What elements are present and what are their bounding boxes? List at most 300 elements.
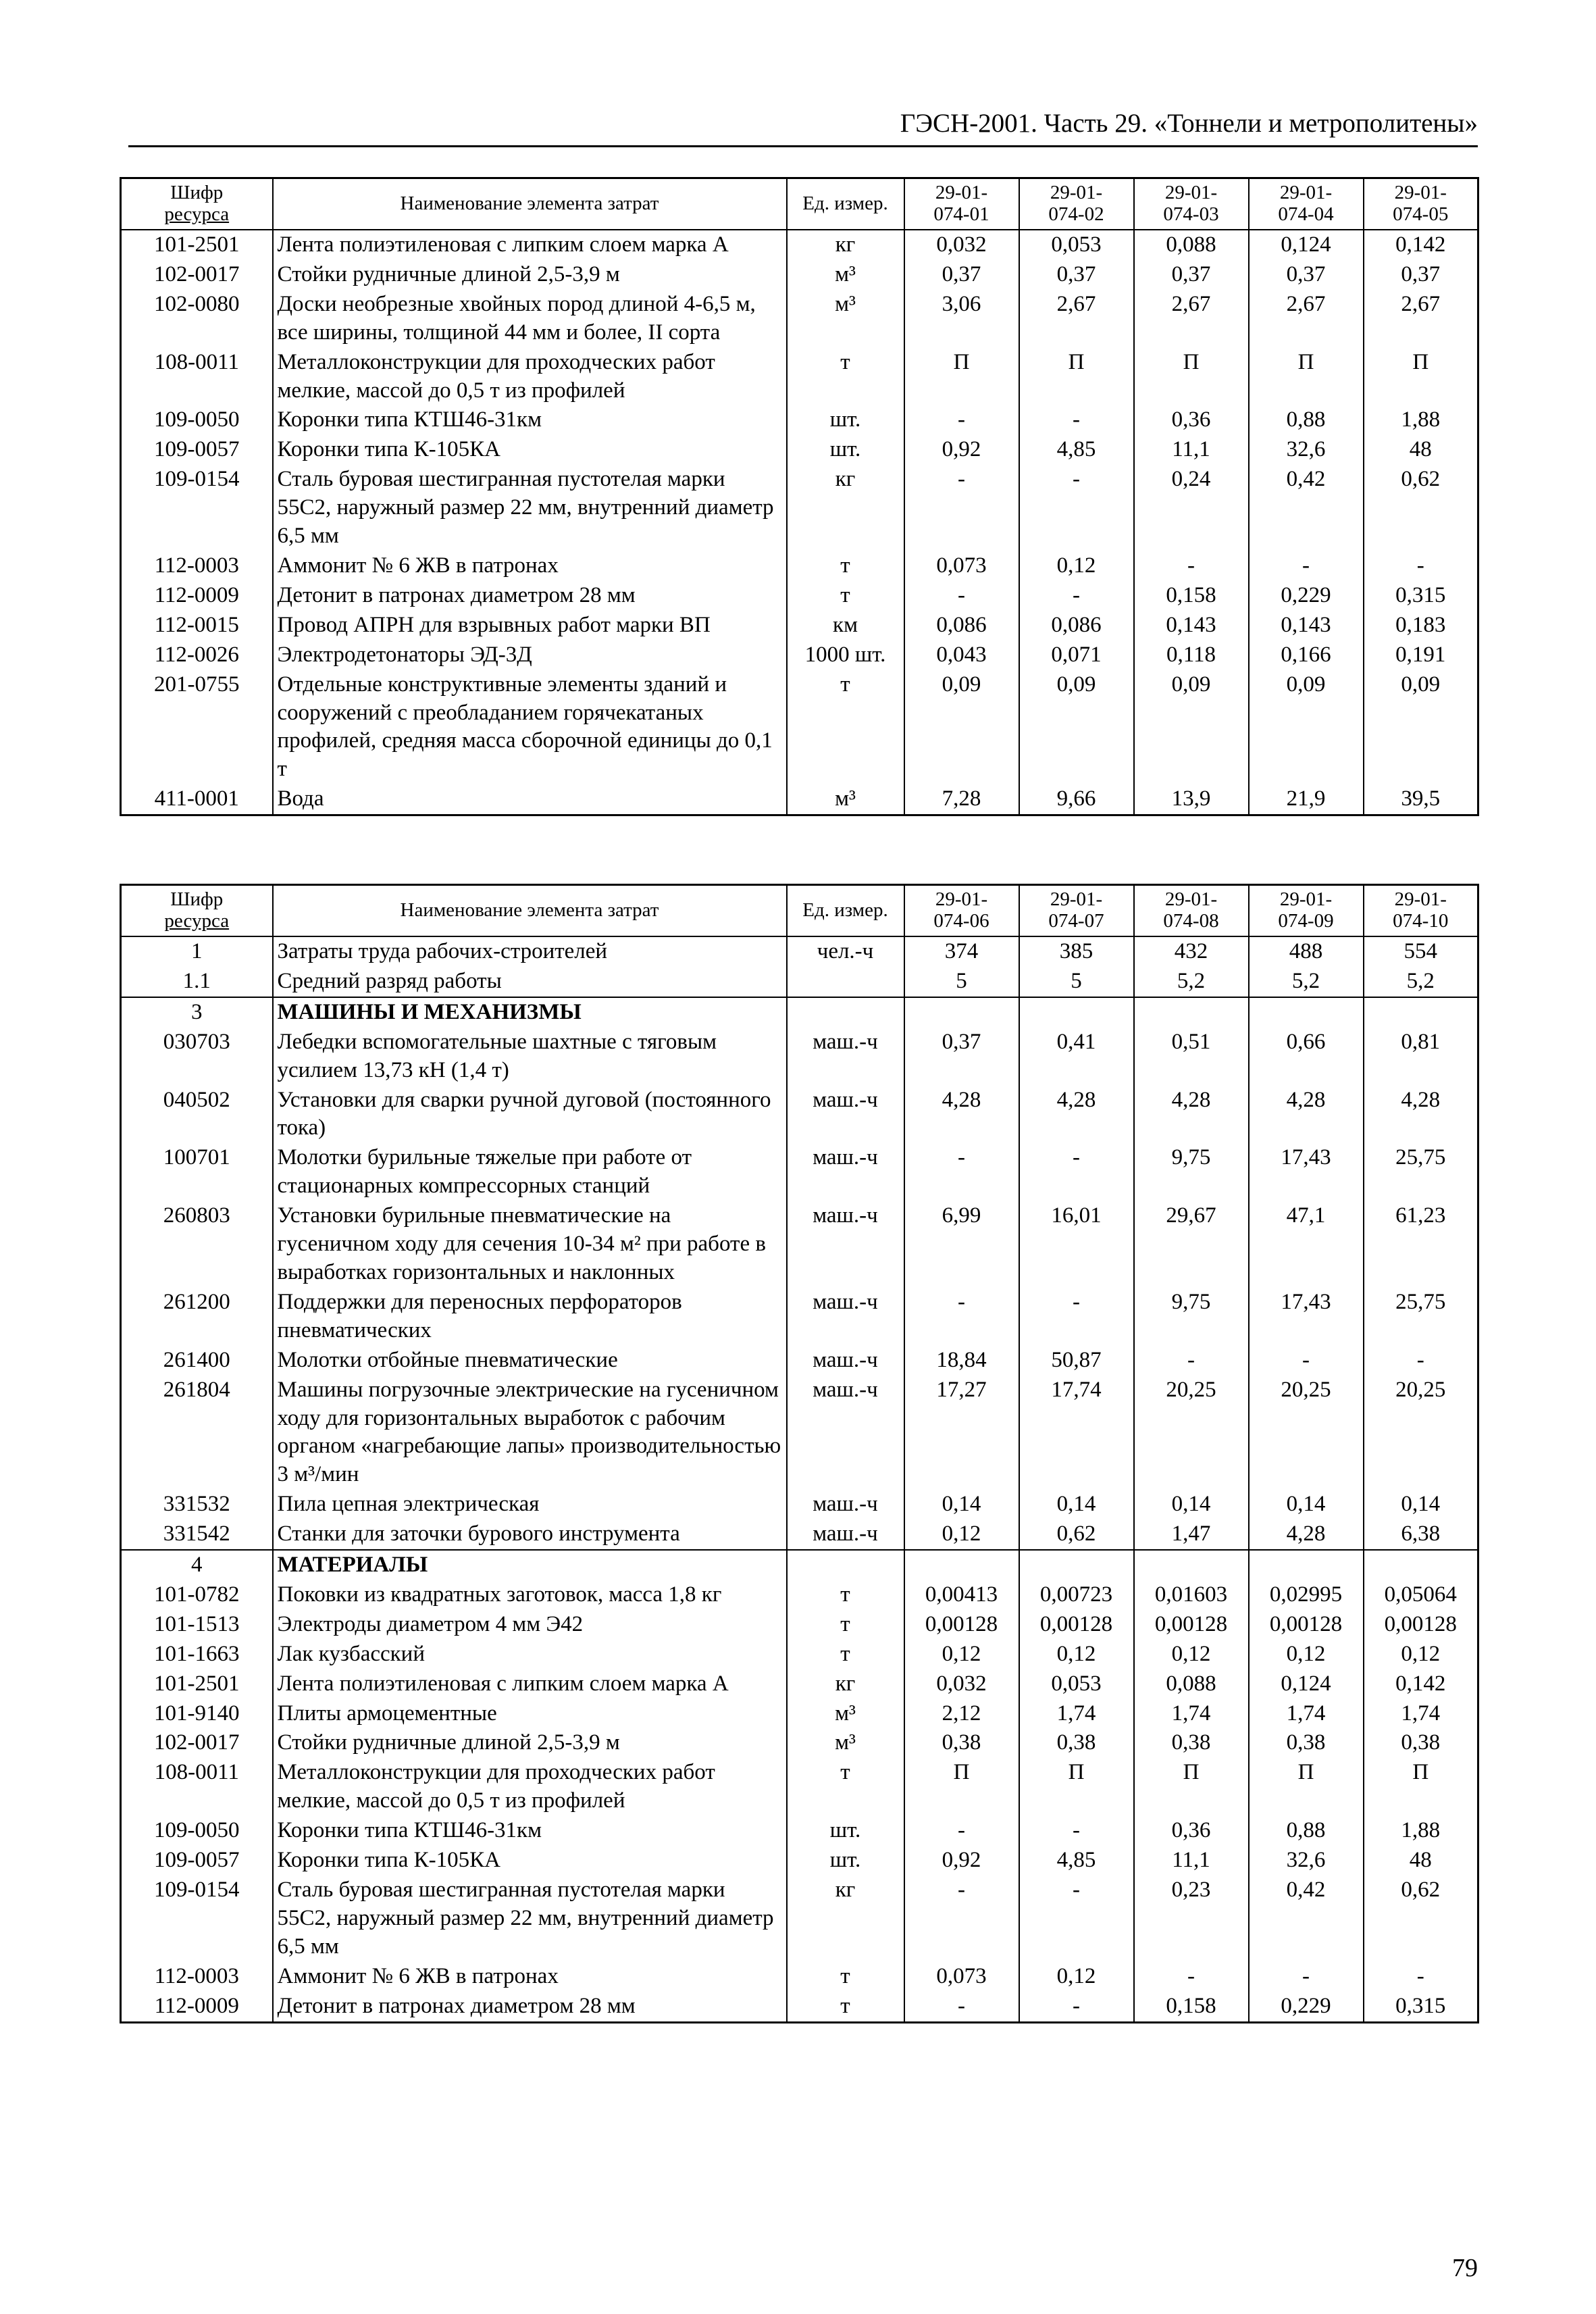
value-cell: 4,28 xyxy=(1134,1086,1249,1144)
value-cell: 0,62 xyxy=(1364,465,1478,551)
value-cell: 18,84 xyxy=(904,1346,1019,1376)
value-cell: 0,088 xyxy=(1134,1669,1249,1699)
resource-unit: т xyxy=(787,581,904,611)
resource-unit: т xyxy=(787,1640,904,1669)
header-unit: Ед. измер. xyxy=(787,178,904,230)
resource-code: 1 xyxy=(121,936,273,967)
value-cell xyxy=(1364,997,1478,1028)
resource-table-1 xyxy=(120,177,1479,816)
value-cell: 0,36 xyxy=(1134,405,1249,435)
value-cell: - xyxy=(1019,465,1134,551)
value-cell: 39,5 xyxy=(1364,784,1478,815)
header-col-5: 29-01- 074-10 xyxy=(1364,885,1478,937)
value-cell: 0,62 xyxy=(1019,1519,1134,1550)
resource-unit: маш.-ч xyxy=(787,1201,904,1288)
table-row xyxy=(121,640,1478,670)
value-cell: - xyxy=(1134,1346,1249,1376)
resource-name: Молотки бурильные тяжелые при работе от стационарных компрессорных станций xyxy=(273,1143,787,1201)
value-cell xyxy=(1249,997,1364,1028)
table-row xyxy=(121,1376,1478,1490)
value-cell: - xyxy=(1134,551,1249,581)
value-cell: 5,2 xyxy=(1364,967,1478,997)
resource-code: 331542 xyxy=(121,1519,273,1550)
value-cell: 0,142 xyxy=(1364,230,1478,260)
value-cell: 0,38 xyxy=(1249,1728,1364,1758)
value-cell: - xyxy=(1249,551,1364,581)
table-row xyxy=(121,967,1478,997)
table-row xyxy=(121,611,1478,640)
resource-code: 112-0009 xyxy=(121,1992,273,2022)
resource-name: МАШИНЫ И МЕХАНИЗМЫ xyxy=(273,997,787,1028)
value-cell: 0,92 xyxy=(904,435,1019,465)
value-cell: 0,12 xyxy=(904,1640,1019,1669)
resource-code: 030703 xyxy=(121,1028,273,1086)
value-cell: 0,37 xyxy=(904,260,1019,290)
resource-name: Коронки типа К-105КА xyxy=(273,1846,787,1876)
value-cell: 5,2 xyxy=(1249,967,1364,997)
value-cell: 21,9 xyxy=(1249,784,1364,815)
resource-code: 1.1 xyxy=(121,967,273,997)
resource-unit: маш.-ч xyxy=(787,1376,904,1490)
header-col-4: 29-01- 074-09 xyxy=(1249,885,1364,937)
value-cell: 0,12 xyxy=(1364,1640,1478,1669)
value-cell: 0,09 xyxy=(1019,670,1134,785)
value-cell: 0,073 xyxy=(904,1962,1019,1992)
resource-name: Металлоконструкции для проходческих работ мелкие, массой до 0,5 т из профилей xyxy=(273,1758,787,1816)
resource-name: МАТЕРИАЛЫ xyxy=(273,1550,787,1580)
value-cell: 50,87 xyxy=(1019,1346,1134,1376)
value-cell: 0,142 xyxy=(1364,1669,1478,1699)
resource-name: Лебедки вспомогательные шахтные с тяговым усилием 13,73 кН (1,4 т) xyxy=(273,1028,787,1086)
table-row xyxy=(121,1846,1478,1876)
table-row xyxy=(121,1669,1478,1699)
value-cell: 0,14 xyxy=(1364,1490,1478,1519)
value-cell: - xyxy=(1019,1288,1134,1346)
value-cell: 0,158 xyxy=(1134,1992,1249,2022)
value-cell: 2,67 xyxy=(1019,290,1134,348)
resource-name: Стойки рудничные длиной 2,5-3,9 м xyxy=(273,1728,787,1758)
header-col-4: 29-01- 074-04 xyxy=(1249,178,1364,230)
resource-name: Коронки типа КТШ46-31км xyxy=(273,1816,787,1846)
value-cell: П xyxy=(1019,348,1134,406)
value-cell: 2,12 xyxy=(904,1699,1019,1729)
header-name: Наименование элемента затрат xyxy=(273,178,787,230)
resource-name: Коронки типа КТШ46-31км xyxy=(273,405,787,435)
value-cell: 0,24 xyxy=(1134,465,1249,551)
table-header-row xyxy=(121,885,1478,937)
value-cell: 0,42 xyxy=(1249,1876,1364,1962)
value-cell: 0,36 xyxy=(1134,1816,1249,1846)
header-col-3: 29-01- 074-08 xyxy=(1134,885,1249,937)
value-cell: 0,00128 xyxy=(1249,1610,1364,1640)
resource-code: 109-0050 xyxy=(121,1816,273,1846)
resource-unit: м³ xyxy=(787,1728,904,1758)
resource-code: 101-0782 xyxy=(121,1580,273,1610)
value-cell: 0,043 xyxy=(904,640,1019,670)
resource-unit: т xyxy=(787,1758,904,1816)
resource-name: Коронки типа К-105КА xyxy=(273,435,787,465)
resource-code: 040502 xyxy=(121,1086,273,1144)
page-number: 79 xyxy=(1452,2254,1478,2282)
value-cell: 0,01603 xyxy=(1134,1580,1249,1610)
resource-code: 261400 xyxy=(121,1346,273,1376)
resource-name: Средний разряд работы xyxy=(273,967,787,997)
resource-unit: м³ xyxy=(787,784,904,815)
resource-table-2 xyxy=(120,884,1479,2023)
value-cell: - xyxy=(1364,1346,1478,1376)
value-cell: П xyxy=(1134,1758,1249,1816)
header-code: Шифр ресурса xyxy=(121,178,273,230)
resource-name: Сталь буровая шестигранная пустотелая марки 55С2, наружный размер 22 мм, внутренний диаметр 6,5 мм xyxy=(273,1876,787,1962)
value-cell: 4,28 xyxy=(1019,1086,1134,1144)
resource-code: 112-0003 xyxy=(121,551,273,581)
table-row xyxy=(121,1519,1478,1550)
value-cell: 11,1 xyxy=(1134,435,1249,465)
resource-name: Вода xyxy=(273,784,787,815)
resource-code: 102-0017 xyxy=(121,260,273,290)
value-cell: 1,88 xyxy=(1364,405,1478,435)
section-row xyxy=(121,997,1478,1028)
value-cell: П xyxy=(1249,348,1364,406)
table-row xyxy=(121,784,1478,815)
table-header-row xyxy=(121,178,1478,230)
table-row xyxy=(121,1610,1478,1640)
value-cell: 20,25 xyxy=(1249,1376,1364,1490)
value-cell: - xyxy=(904,581,1019,611)
resource-name: Лак кузбасский xyxy=(273,1640,787,1669)
value-cell: 0,191 xyxy=(1364,640,1478,670)
header-code: Шифр ресурса xyxy=(121,885,273,937)
value-cell: 9,75 xyxy=(1134,1143,1249,1201)
resource-unit: т xyxy=(787,1610,904,1640)
table-row xyxy=(121,1876,1478,1962)
value-cell: 0,23 xyxy=(1134,1876,1249,1962)
value-cell: 0,12 xyxy=(1019,551,1134,581)
resource-name: Установки бурильные пневматические на гусеничном ходу для сечения 10-34 м² при работе в выработках горизонтальных и наклонных xyxy=(273,1201,787,1288)
table-row xyxy=(121,435,1478,465)
resource-name: Детонит в патронах диаметром 28 мм xyxy=(273,1992,787,2022)
resource-code: 260803 xyxy=(121,1201,273,1288)
value-cell: 29,67 xyxy=(1134,1201,1249,1288)
resource-name: Пила цепная электрическая xyxy=(273,1490,787,1519)
value-cell: 1,74 xyxy=(1134,1699,1249,1729)
resource-name: Затраты труда рабочих-строителей xyxy=(273,936,787,967)
resource-unit: маш.-ч xyxy=(787,1346,904,1376)
resource-name: Электродетонаторы ЭД-3Д xyxy=(273,640,787,670)
value-cell: 0,315 xyxy=(1364,581,1478,611)
value-cell: 0,053 xyxy=(1019,1669,1134,1699)
value-cell: 2,67 xyxy=(1364,290,1478,348)
resource-name: Стойки рудничные длиной 2,5-3,9 м xyxy=(273,260,787,290)
resource-name: Поддержки для переносных перфораторов пневматических xyxy=(273,1288,787,1346)
value-cell: 0,62 xyxy=(1364,1876,1478,1962)
resource-unit: кг xyxy=(787,465,904,551)
resource-code: 3 xyxy=(121,997,273,1028)
value-cell: 0,14 xyxy=(1249,1490,1364,1519)
value-cell: - xyxy=(1364,1962,1478,1992)
table-row xyxy=(121,1143,1478,1201)
value-cell: 0,12 xyxy=(904,1519,1019,1550)
table-row xyxy=(121,1490,1478,1519)
value-cell: 4,28 xyxy=(904,1086,1019,1144)
resource-code: 112-0026 xyxy=(121,640,273,670)
value-cell: 0,00128 xyxy=(1019,1610,1134,1640)
table-row xyxy=(121,670,1478,785)
value-cell: 0,183 xyxy=(1364,611,1478,640)
resource-code: 109-0057 xyxy=(121,1846,273,1876)
resource-code: 112-0003 xyxy=(121,1962,273,1992)
value-cell: 0,166 xyxy=(1249,640,1364,670)
value-cell: 0,229 xyxy=(1249,1992,1364,2022)
value-cell xyxy=(1364,1550,1478,1580)
value-cell: - xyxy=(1019,1816,1134,1846)
resource-name: Плиты армоцементные xyxy=(273,1699,787,1729)
resource-name: Отдельные конструктивные элементы зданий и сооружений с преобладанием горячекатаных профилей, средняя масса сборочной единицы до 0,1 т xyxy=(273,670,787,785)
header-unit: Ед. измер. xyxy=(787,885,904,937)
value-cell: 3,06 xyxy=(904,290,1019,348)
resource-unit: шт. xyxy=(787,1846,904,1876)
resource-unit: шт. xyxy=(787,405,904,435)
value-cell: 0,315 xyxy=(1364,1992,1478,2022)
table-row xyxy=(121,1640,1478,1669)
value-cell: - xyxy=(904,1143,1019,1201)
value-cell: - xyxy=(904,1992,1019,2022)
value-cell: 0,66 xyxy=(1249,1028,1364,1086)
value-cell: 5,2 xyxy=(1134,967,1249,997)
value-cell: 1,47 xyxy=(1134,1519,1249,1550)
value-cell: 0,81 xyxy=(1364,1028,1478,1086)
resource-name: Молотки отбойные пневматические xyxy=(273,1346,787,1376)
value-cell: - xyxy=(1249,1962,1364,1992)
value-cell: 1,74 xyxy=(1249,1699,1364,1729)
value-cell: 0,05064 xyxy=(1364,1580,1478,1610)
table-row xyxy=(121,581,1478,611)
resource-unit: чел.-ч xyxy=(787,936,904,967)
table-row xyxy=(121,1758,1478,1816)
value-cell: 0,12 xyxy=(1019,1640,1134,1669)
value-cell: 0,09 xyxy=(1134,670,1249,785)
value-cell: 0,37 xyxy=(1019,260,1134,290)
value-cell: 2,67 xyxy=(1249,290,1364,348)
resource-code: 102-0017 xyxy=(121,1728,273,1758)
resource-unit: кг xyxy=(787,1669,904,1699)
resource-code: 109-0057 xyxy=(121,435,273,465)
value-cell: - xyxy=(1249,1346,1364,1376)
value-cell: П xyxy=(1364,1758,1478,1816)
table-body-2 xyxy=(121,936,1478,2022)
value-cell: 16,01 xyxy=(1019,1201,1134,1288)
value-cell: 488 xyxy=(1249,936,1364,967)
resource-name: Машины погрузочные электрические на гусеничном ходу для горизонтальных выработок с рабочим органом «нагребающие лапы» производительностью 3 м³/мин xyxy=(273,1376,787,1490)
value-cell: 0,88 xyxy=(1249,405,1364,435)
value-cell: 9,66 xyxy=(1019,784,1134,815)
value-cell: П xyxy=(1249,1758,1364,1816)
value-cell: 11,1 xyxy=(1134,1846,1249,1876)
value-cell xyxy=(1134,997,1249,1028)
value-cell: 0,12 xyxy=(1134,1640,1249,1669)
value-cell xyxy=(1249,1550,1364,1580)
value-cell: 0,88 xyxy=(1249,1816,1364,1846)
value-cell xyxy=(1019,1550,1134,1580)
value-cell: 5 xyxy=(1019,967,1134,997)
value-cell: 0,92 xyxy=(904,1846,1019,1876)
value-cell: П xyxy=(1134,348,1249,406)
resource-unit: кг xyxy=(787,230,904,260)
resource-code: 100701 xyxy=(121,1143,273,1201)
table-row xyxy=(121,551,1478,581)
value-cell: 4,28 xyxy=(1249,1086,1364,1144)
resource-unit: т xyxy=(787,1962,904,1992)
resource-unit: маш.-ч xyxy=(787,1490,904,1519)
value-cell: 61,23 xyxy=(1364,1201,1478,1288)
resource-unit: маш.-ч xyxy=(787,1028,904,1086)
value-cell: П xyxy=(1019,1758,1134,1816)
value-cell: - xyxy=(1019,581,1134,611)
table-body-1 xyxy=(121,230,1478,815)
table-row xyxy=(121,1028,1478,1086)
resource-code: 109-0050 xyxy=(121,405,273,435)
value-cell: - xyxy=(904,1816,1019,1846)
resource-unit: шт. xyxy=(787,435,904,465)
resource-unit: маш.-ч xyxy=(787,1086,904,1144)
resource-unit: м³ xyxy=(787,1699,904,1729)
value-cell: 0,00723 xyxy=(1019,1580,1134,1610)
table-row xyxy=(121,1086,1478,1144)
value-cell: 6,99 xyxy=(904,1201,1019,1288)
value-cell: 374 xyxy=(904,936,1019,967)
value-cell: 0,09 xyxy=(1249,670,1364,785)
value-cell: 4,28 xyxy=(1364,1086,1478,1144)
resource-code: 411-0001 xyxy=(121,784,273,815)
value-cell: - xyxy=(1019,1143,1134,1201)
resource-code: 102-0080 xyxy=(121,290,273,348)
table-row xyxy=(121,1816,1478,1846)
resource-unit: т xyxy=(787,670,904,785)
value-cell: 0,158 xyxy=(1134,581,1249,611)
value-cell: 32,6 xyxy=(1249,435,1364,465)
resource-code: 109-0154 xyxy=(121,1876,273,1962)
resource-unit: т xyxy=(787,348,904,406)
value-cell: 0,086 xyxy=(904,611,1019,640)
resource-code: 4 xyxy=(121,1550,273,1580)
value-cell: 0,41 xyxy=(1019,1028,1134,1086)
resource-code: 112-0009 xyxy=(121,581,273,611)
table-row xyxy=(121,1580,1478,1610)
resource-name: Поковки из квадратных заготовок, масса 1,8 кг xyxy=(273,1580,787,1610)
value-cell: 6,38 xyxy=(1364,1519,1478,1550)
value-cell: 0,37 xyxy=(1134,260,1249,290)
resource-name: Доски необрезные хвойных пород длиной 4-6,5 м, все ширины, толщиной 44 мм и более, II сорта xyxy=(273,290,787,348)
resource-name: Сталь буровая шестигранная пустотелая марки 55С2, наружный размер 22 мм, внутренний диаметр 6,5 мм xyxy=(273,465,787,551)
value-cell: 4,85 xyxy=(1019,435,1134,465)
resource-unit: кг xyxy=(787,1876,904,1962)
resource-unit: м³ xyxy=(787,260,904,290)
header-col-2: 29-01- 074-07 xyxy=(1019,885,1134,937)
value-cell: 47,1 xyxy=(1249,1201,1364,1288)
value-cell: 0,38 xyxy=(1364,1728,1478,1758)
value-cell: 0,071 xyxy=(1019,640,1134,670)
resource-unit: 1000 шт. xyxy=(787,640,904,670)
value-cell: 0,09 xyxy=(904,670,1019,785)
value-cell: 0,38 xyxy=(1019,1728,1134,1758)
value-cell: 0,12 xyxy=(1249,1640,1364,1669)
value-cell: 0,12 xyxy=(1019,1962,1134,1992)
value-cell: 4,85 xyxy=(1019,1846,1134,1876)
resource-unit: км xyxy=(787,611,904,640)
table-row xyxy=(121,1346,1478,1376)
value-cell: 0,032 xyxy=(904,1669,1019,1699)
value-cell: 0,14 xyxy=(904,1490,1019,1519)
value-cell: 25,75 xyxy=(1364,1143,1478,1201)
value-cell: 20,25 xyxy=(1134,1376,1249,1490)
value-cell: 7,28 xyxy=(904,784,1019,815)
resource-name: Электроды диаметром 4 мм Э42 xyxy=(273,1610,787,1640)
table-row xyxy=(121,348,1478,406)
value-cell: П xyxy=(904,1758,1019,1816)
value-cell: - xyxy=(1134,1962,1249,1992)
value-cell: 0,124 xyxy=(1249,230,1364,260)
value-cell: 0,032 xyxy=(904,230,1019,260)
value-cell: - xyxy=(1019,1992,1134,2022)
table-row xyxy=(121,1699,1478,1729)
value-cell: 1,88 xyxy=(1364,1816,1478,1846)
resource-unit: маш.-ч xyxy=(787,1519,904,1550)
value-cell: 554 xyxy=(1364,936,1478,967)
value-cell: 385 xyxy=(1019,936,1134,967)
resource-name: Лента полиэтиленовая с липким слоем марка А xyxy=(273,230,787,260)
resource-name: Станки для заточки бурового инструмента xyxy=(273,1519,787,1550)
header-col-1: 29-01- 074-01 xyxy=(904,178,1019,230)
value-cell: 4,28 xyxy=(1249,1519,1364,1550)
value-cell: 1,74 xyxy=(1364,1699,1478,1729)
value-cell: 9,75 xyxy=(1134,1288,1249,1346)
resource-code: 101-2501 xyxy=(121,1669,273,1699)
value-cell: 0,143 xyxy=(1249,611,1364,640)
value-cell: 0,00413 xyxy=(904,1580,1019,1610)
header-col-1: 29-01- 074-06 xyxy=(904,885,1019,937)
header-col-2: 29-01- 074-02 xyxy=(1019,178,1134,230)
resource-name: Аммонит № 6 ЖВ в патронах xyxy=(273,1962,787,1992)
value-cell: 20,25 xyxy=(1364,1376,1478,1490)
value-cell: 0,42 xyxy=(1249,465,1364,551)
value-cell: 0,229 xyxy=(1249,581,1364,611)
header-col-3: 29-01- 074-03 xyxy=(1134,178,1249,230)
table-row xyxy=(121,1201,1478,1288)
resource-code: 108-0011 xyxy=(121,348,273,406)
resource-unit xyxy=(787,1550,904,1580)
value-cell xyxy=(904,997,1019,1028)
resource-code: 201-0755 xyxy=(121,670,273,785)
table-row xyxy=(121,260,1478,290)
value-cell: 0,073 xyxy=(904,551,1019,581)
value-cell: - xyxy=(904,1288,1019,1346)
table-row xyxy=(121,1992,1478,2022)
resource-code: 101-9140 xyxy=(121,1699,273,1729)
header-col-5: 29-01- 074-05 xyxy=(1364,178,1478,230)
value-cell: 13,9 xyxy=(1134,784,1249,815)
value-cell: - xyxy=(904,465,1019,551)
value-cell: 0,124 xyxy=(1249,1669,1364,1699)
resource-code: 261200 xyxy=(121,1288,273,1346)
value-cell: 17,43 xyxy=(1249,1143,1364,1201)
resource-name: Металлоконструкции для проходческих работ мелкие, массой до 0,5 т из профилей xyxy=(273,348,787,406)
value-cell: 0,51 xyxy=(1134,1028,1249,1086)
value-cell: 0,09 xyxy=(1364,670,1478,785)
value-cell: 0,00128 xyxy=(1134,1610,1249,1640)
resource-code: 112-0015 xyxy=(121,611,273,640)
value-cell: - xyxy=(904,405,1019,435)
value-cell: 48 xyxy=(1364,1846,1478,1876)
